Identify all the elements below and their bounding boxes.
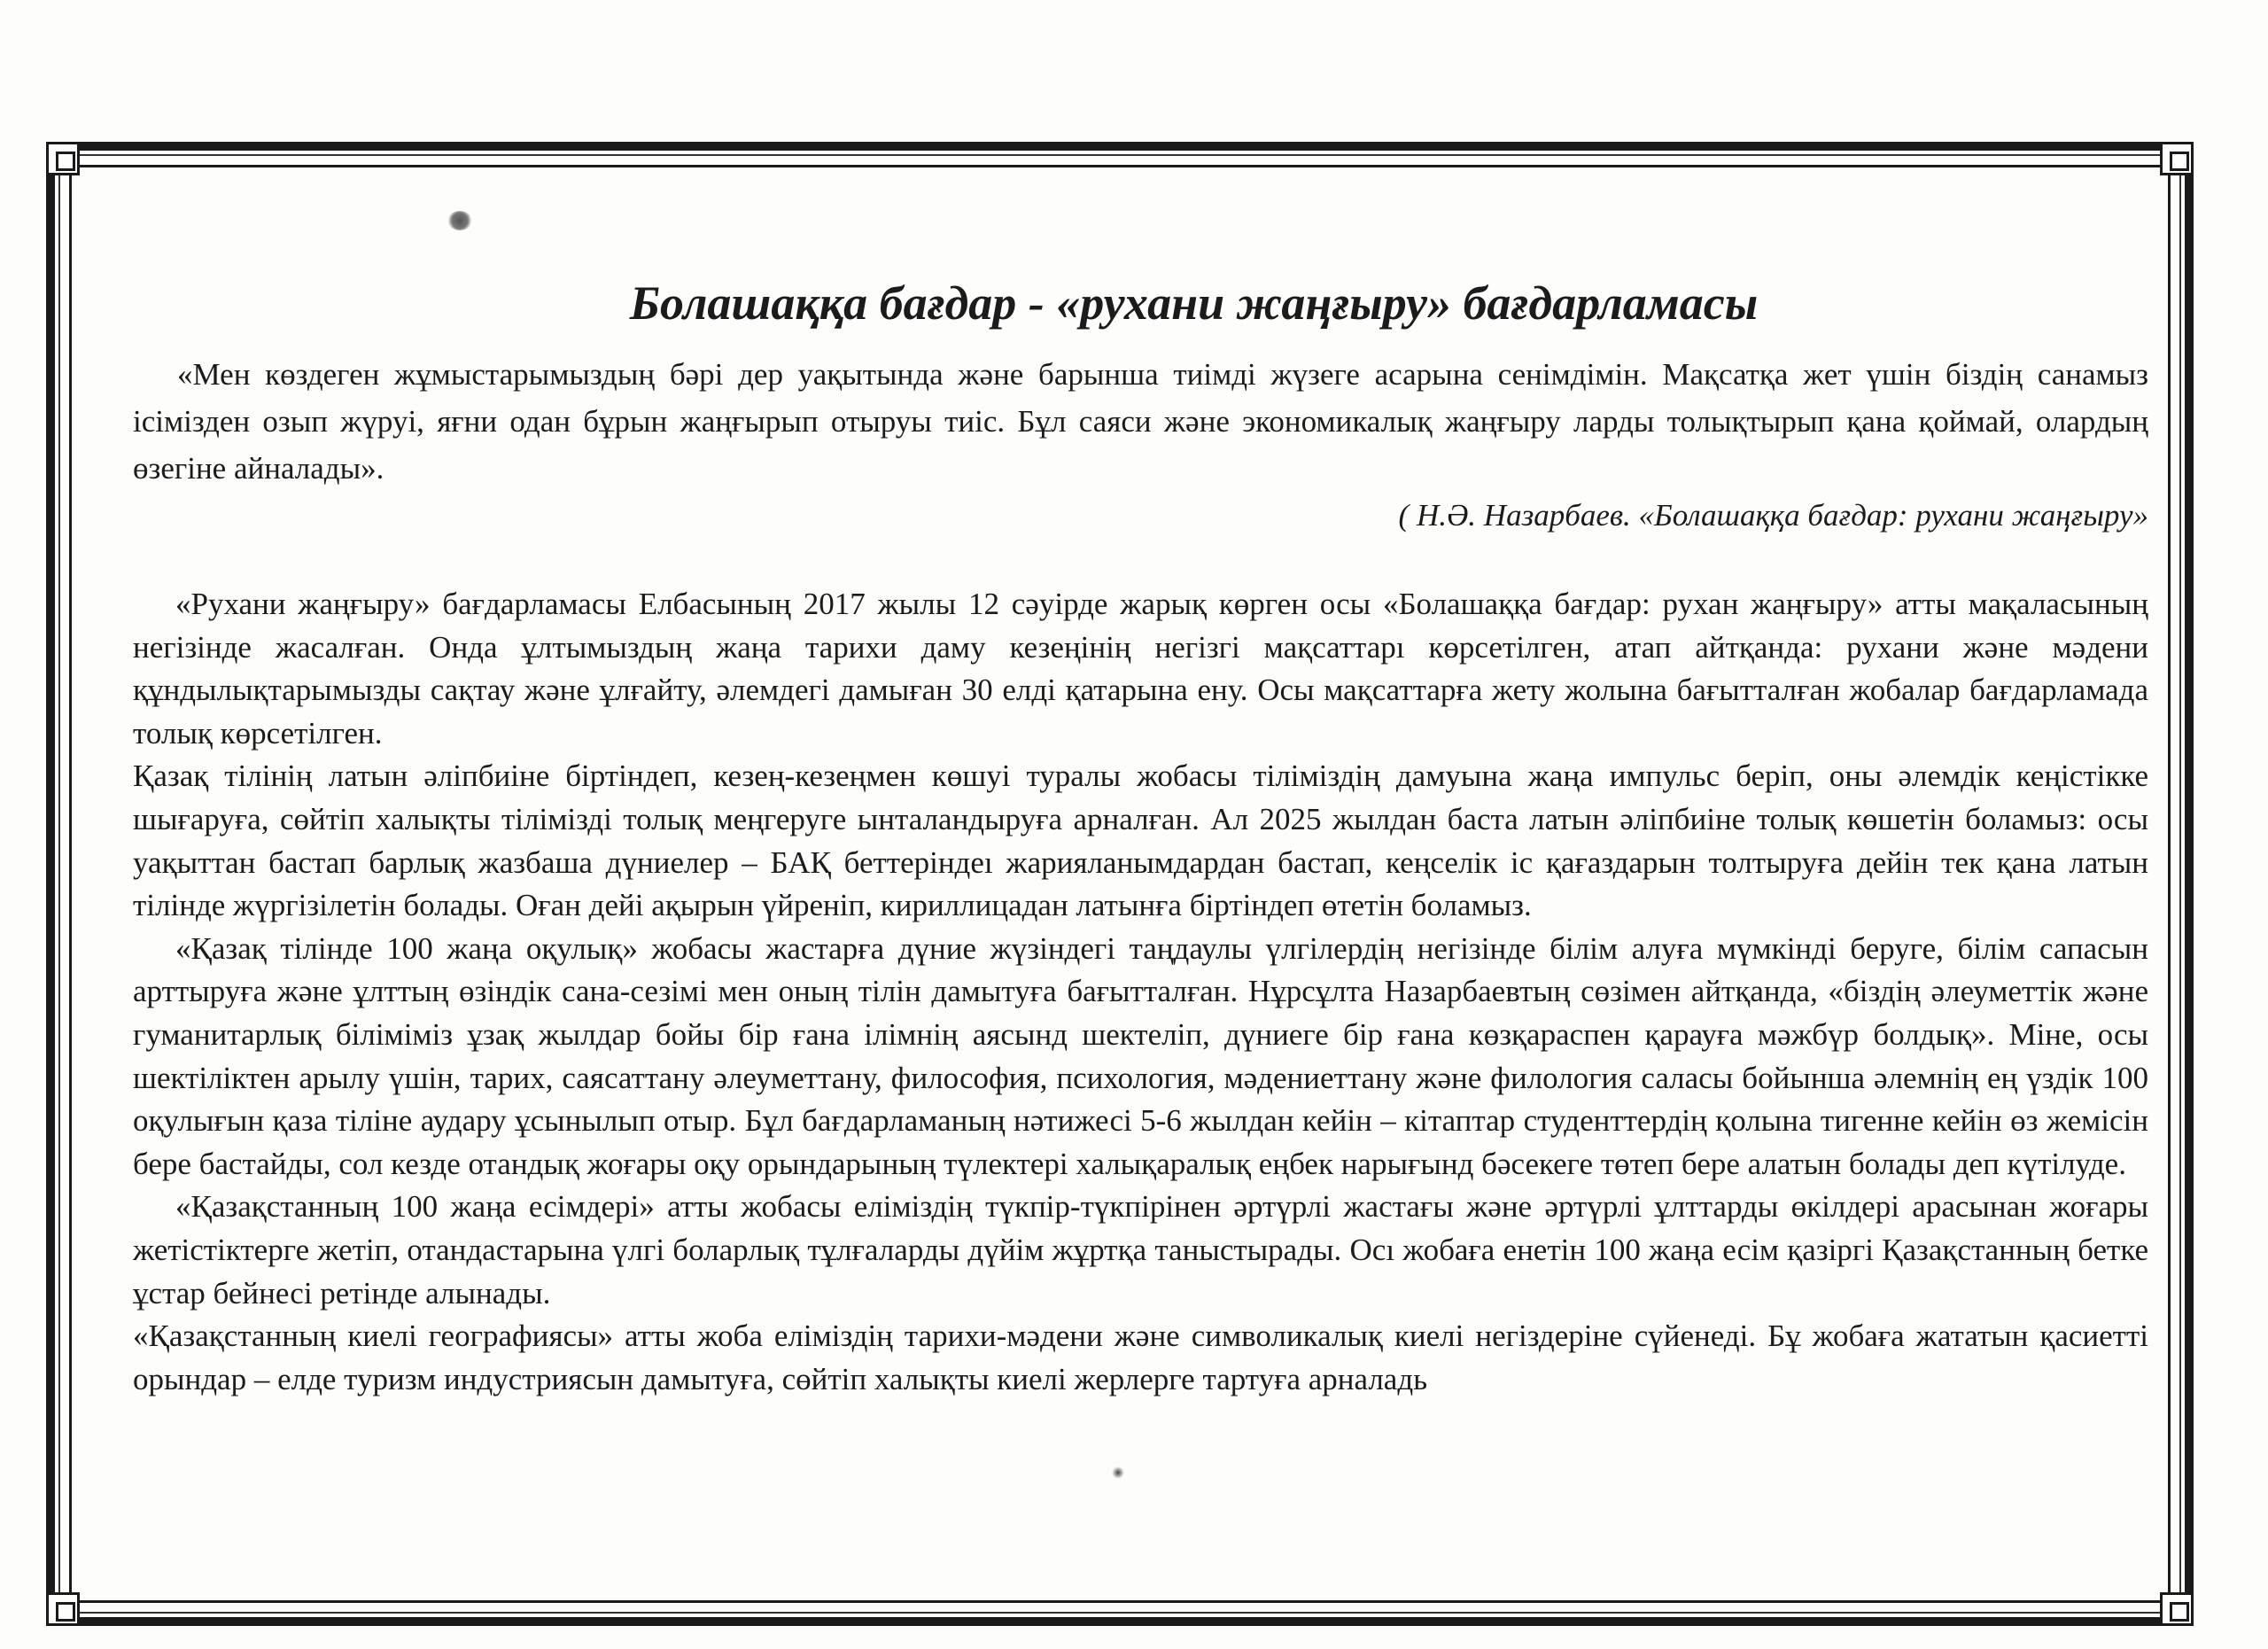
frame-corner-ornament [2160,1592,2194,1626]
ink-smudge [447,211,472,230]
document-body [133,275,2148,1401]
epigraph-attribution: ( Н.Ә. Назарбаев. «Болашаққа бағдар: рухани жаңғыру» [1398,498,2148,533]
body-paragraph: «Қазақстанның киелі географиясы» атты жоба еліміздің тарихи-мәдени және символикалық киелі негіздеріне сүйенеді. Бұ жобаға жататын қасиетті орындар – елде туризм индустриясын дамытуға, сөйтіп халықты киелі жерлерге тартуға арналадь [133,1318,2148,1396]
body-paragraph: «Қазақстанның 100 жаңа есімдері» атты жобасы еліміздің түкпір-түкпірінен әртүрлі жастағы және әртүрлі ұлттарды өкілдері арасынан жоғары жетістіктерге жетіп, отандастарына үлгі боларлық тұлғаларды дүйім жұртқа таныстырады. Осı жобаға енетін 100 жаңа есім қазіргі Қазақстанның бетке ұстар бейнесі ретінде алынады. [133,1189,2148,1311]
frame-corner-ornament [46,142,80,175]
epigraph-quote: «Мен көздеген жұмыстарымыздың бәрі дер уақытында және барынша тиімді жүзеге асарына сенімдімін. Мақсатқа жет үшін біздің санамыз ісімізден озып жүруі, яғни одан бұрын жаңғырып отыруы тиіс. Бұл саяси және экономикалық жаңғыру ларды толықтырып қана қоймай, олардың өзегіне айналады». [133,357,2148,486]
document-title: Болашаққа бағдар - «рухани жаңғыру» бағдарламасы [629,276,1759,330]
body-paragraph: Қазақ тілінің латын әліпбиіне біртіндеп, кезең-кезеңмен көшуі туралы жобасы тіліміздің дамуына жаңа импульс беріп, оны әлемдік кеңістікке шығаруға, сөйтіп халықты тілімізді толық меңгеруге ынталандыруға арналған. Ал 2025 жылдан баста латын әліпбиіне толық көшетін боламыз: осы уақыттан бастап барлық жазбаша дүниелер – БАҚ беттеріндеı жарияланымдардан бастап, кеңселік іс қағаздарын толтыруға дейін тек қана латын тілінде жүргізілетін болады. Оған дейі ақырын үйреніп, кириллицадан латынға біртіндеп өтетін боламыз. [133,758,2148,923]
frame-corner-ornament [2160,142,2194,175]
ink-speck [1112,1466,1124,1479]
body-paragraph: «Рухани жаңғыру» бағдарламасы Елбасының 2017 жылы 12 сәуірде жарық көрген осы «Болашаққа бағдар: рухан жаңғыру» атты мақаласының негізінде жасалған. Онда ұлтымыздың жаңа тарихи даму кезеңінің негізгі мақсаттарı көрсетілген, атап айтқанда: рухани және мәдени құндылықтарымызды сақтау және ұлғайту, әлемдегі дамыған 30 елдi қатарына ену. Осы мақсаттарға жету жолына бағытталған жобалар бағдарламада толық көрсетілген. [133,587,2148,751]
body-paragraph: «Қазақ тілінде 100 жаңа оқулық» жобасы жастарға дүние жүзіндегі таңдаулы үлгілердің негізінде білім алуға мүмкінді беруге, білім сапасын арттыруға және ұлттың өзіндік сана-сезімі мен оның тілін дамытуға бағытталған. Нұрсұлта Назарбаевтың сөзімен айтқанда, «біздің әлеуметтік және гуманитарлық біліміміз ұзақ жылдар бойы бір ғана ілімнің аясынд шектеліп, дүниеге бір ғана көзқараспен қарауға мәжбүр болдық». Міне, осы шектіліктен арылу үшін, тарих, саясаттану әлеуметтану, философия, психология, мәдениеттану және филология саласы бойынша әлемнің ең үздік 100 оқулығын қаза тіліне аудару ұсынылып отыр. Бұл бағдарламаның нәтижесі 5-6 жылдан кейін – кітаптар студенттердің қолына тигенне кейін өз жемісін бере бастайды, сол кезде отандық жоғары оқу орындарының түлектері халықаралық еңбек нарығынд бәсекеге төтеп бере алатын болады деп күтілуде. [133,930,2148,1181]
frame-corner-ornament [46,1592,80,1626]
